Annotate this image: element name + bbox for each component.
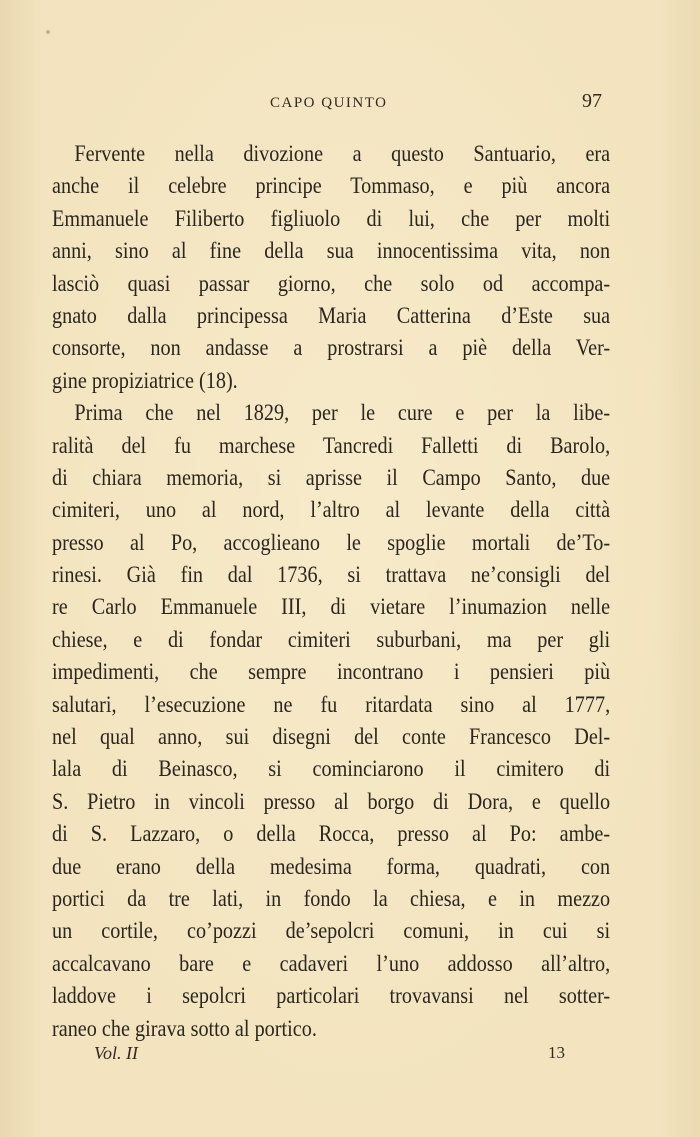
body-text — [52, 138, 610, 1045]
text-line: Emmanuele Filiberto figliuolo di lui, che per molti — [52, 205, 611, 232]
paper-mark — [46, 30, 50, 34]
text-line: due erano della medesima forma, quadrati, con — [52, 853, 611, 880]
text-line: un cortile, co’pozzi de’sepolcri comuni, in cui si — [52, 918, 611, 945]
text-line: nel qual anno, sui disegni del conte Francesco Del- — [52, 724, 611, 751]
volume-mark: Vol. II — [94, 1043, 138, 1063]
text-line: chiese, e di fondar cimiteri suburbani, ma per gli — [52, 626, 611, 653]
text-line: gnato dalla principessa Maria Catterina d’Este sua — [52, 302, 611, 329]
text-line: anni, sino al fine della sua innocentissima vita, non — [52, 238, 611, 265]
text-line: rinesi. Già fin dal 1736, si trattava ne’consigli del — [52, 562, 611, 589]
text-line: accalcavano bare e cadaveri l’uno addosso all’altro, — [52, 950, 611, 977]
text-line: presso al Po, accoglieano le spoglie mortali de’To- — [52, 529, 611, 556]
text-line: raneo che girava sotto al portico. — [52, 1015, 317, 1042]
text-line: Prima che nel 1829, per le cure e per la libe- — [74, 400, 611, 427]
text-line: Fervente nella divozione a questo Santuario, era — [74, 141, 611, 167]
text-line: anche il celebre principe Tommaso, e più ancora — [52, 173, 611, 200]
text-line: laddove i sepolcri particolari trovavansi nel sotter- — [52, 983, 611, 1010]
text-line: ralità del fu marchese Tancredi Falletti di Barolo, — [52, 432, 611, 459]
page-number: 97 — [582, 90, 602, 112]
text-line: di chiara memoria, si aprisse il Campo Santo, due — [52, 464, 611, 491]
signature-mark: 13 — [548, 1043, 565, 1062]
text-line: S. Pietro in vincoli presso al borgo di Dora, e quello — [52, 788, 611, 815]
text-line: consorte, non andasse a prostrarsi a piè della Ver- — [52, 335, 611, 362]
text-line: gine propiziatrice (18). — [52, 367, 238, 394]
text-line: lasciò quasi passar giorno, che solo od accompa- — [52, 270, 611, 297]
text-line: lala di Beinasco, si cominciarono il cimitero di — [52, 756, 611, 783]
text-line: salutari, l’esecuzione ne fu ritardata sino al 1777, — [52, 691, 611, 718]
text-line: cimiteri, uno al nord, l’altro al levante della città — [52, 497, 611, 524]
text-line: impedimenti, che sempre incontrano i pensieri più — [52, 659, 611, 686]
running-title: CAPO QUINTO — [270, 95, 388, 111]
text-line: portici da tre lati, in fondo la chiesa, e in mezzo — [52, 885, 611, 912]
text-line: di S. Lazzaro, o della Rocca, presso al Po: ambe- — [52, 821, 611, 848]
text-line: re Carlo Emmanuele III, di vietare l’inumazion nelle — [52, 594, 611, 621]
